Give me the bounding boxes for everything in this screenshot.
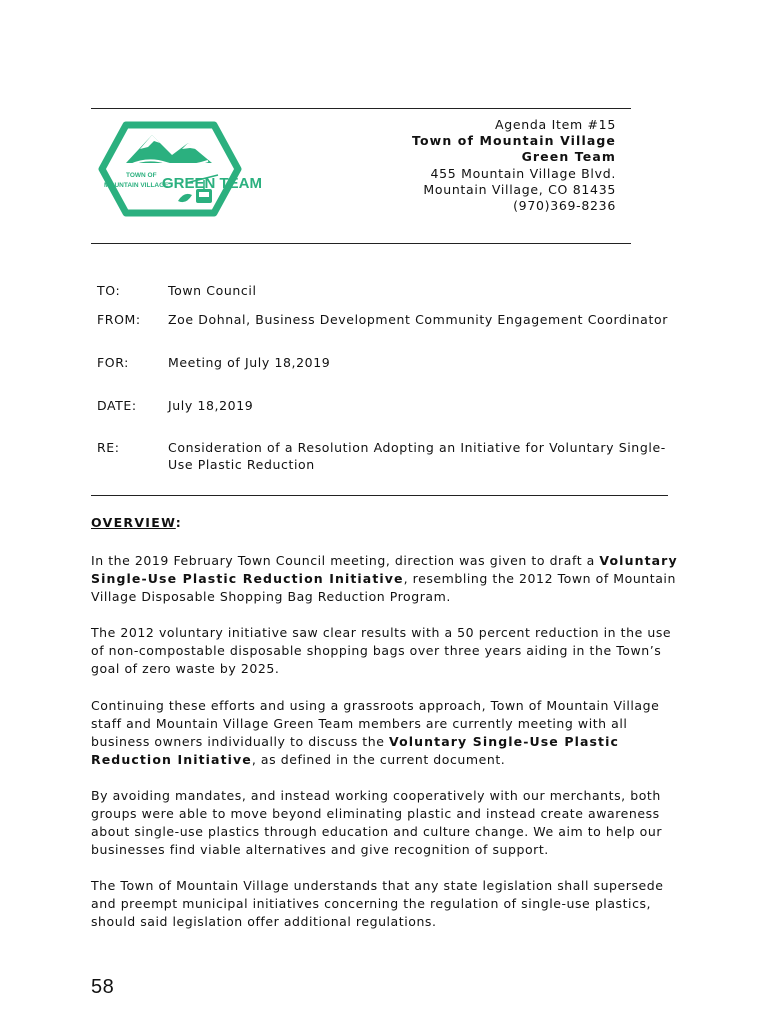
logo-text-town-of: TOWN OF xyxy=(126,172,157,179)
logo-text-mountain-village: MOUNTAIN VILLAGE xyxy=(104,182,169,189)
memo-from-label: FROM: xyxy=(97,312,141,327)
memo-date-value: July 18,2019 xyxy=(168,398,254,413)
logo-text-green-team: GREEN TEAM xyxy=(162,175,263,192)
org-name-line1: Town of Mountain Village xyxy=(412,133,616,149)
overview-paragraph-3 xyxy=(91,697,681,769)
memo-to-label: TO: xyxy=(97,283,121,298)
header-bottom-rule xyxy=(91,243,631,244)
memo-from-value: Zoe Dohnal, Business Development Community Engagement Coordinator xyxy=(168,312,668,327)
memo-date-label: DATE: xyxy=(97,398,137,413)
overview-heading-text: OVERVIEW xyxy=(91,515,176,530)
overview-heading xyxy=(91,515,182,530)
memo-for-value: Meeting of July 18,2019 xyxy=(168,355,331,370)
header-top-rule xyxy=(91,108,631,109)
org-phone: (970)369-8236 xyxy=(513,198,616,214)
p1-text-c: , resembling the 2012 Town of Mountain Village Disposable Shopping Bag Reduction Program. xyxy=(91,571,676,604)
agenda-item-label: Agenda Item #15 xyxy=(495,117,616,132)
overview-heading-colon: : xyxy=(175,515,183,530)
p3-text-a: Continuing these efforts and using a grassroots approach, Town of Mountain Village staff and Mountain Village Green Team members are currently meeting with all business owners individually to discuss the xyxy=(91,698,660,749)
org-city: Mountain Village, CO 81435 xyxy=(423,181,616,197)
memo-re-value: Consideration of a Resolution Adopting an Initiative for Voluntary Single-Use Plastic Reduction xyxy=(168,440,666,472)
page-number: 58 xyxy=(91,976,115,998)
org-address: 455 Mountain Village Blvd. xyxy=(430,165,616,181)
p1-text-a: In the 2019 February Town Council meeting, direction was given to draft a xyxy=(91,553,600,568)
overview-paragraph-1 xyxy=(91,552,681,606)
overview-paragraph-5: The Town of Mountain Village understands that any state legislation shall supersede and preempt municipal initiatives concerning the regulation of single-use plastics, should said legislation offer additional regulations. xyxy=(91,878,664,929)
memo-to-value: Town Council xyxy=(168,283,257,298)
p3-text-c: , as defined in the current document. xyxy=(251,752,506,767)
memo-for-label: FOR: xyxy=(97,355,129,370)
org-name-line2: Green Team xyxy=(521,149,616,165)
p1-initiative-name: Voluntary Single-Use Plastic Reduction Initiative xyxy=(91,553,678,586)
overview-paragraph-4: By avoiding mandates, and instead working cooperatively with our merchants, both groups were able to move beyond eliminating plastic and instead create awareness about single-use plastics through education and culture change. We aim to help our businesses find viable alternatives and give recognition of support. xyxy=(91,788,663,857)
overview-paragraph-2: The 2012 voluntary initiative saw clear results with a 50 percent reduction in the use of non-compostable disposable shopping bags over three years aiding in the Town’s goal of zero waste by 2025. xyxy=(91,625,672,676)
memo-bottom-rule xyxy=(91,495,668,496)
green-team-logo xyxy=(96,117,263,221)
memo-re-label: RE: xyxy=(97,440,120,455)
header-contact-block xyxy=(412,117,616,214)
p3-initiative-name: Voluntary Single-Use Plastic Reduction Initiative xyxy=(91,734,620,767)
